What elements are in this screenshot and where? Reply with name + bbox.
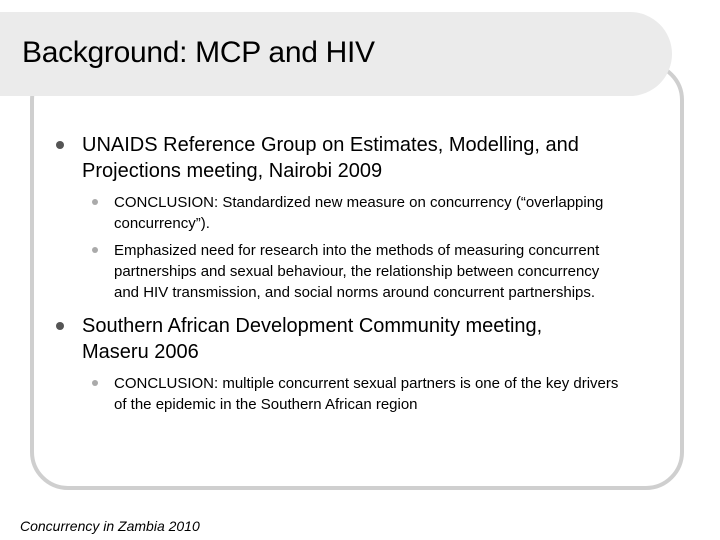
bullet-text: UNAIDS Reference Group on Estimates, Modelling, and Projections meeting, Nairobi 2009 — [82, 134, 579, 182]
bullet-text: Southern African Development Community meeting, Maseru 2006 — [82, 315, 543, 363]
sub-bullet-dot-icon — [92, 380, 98, 386]
sub-bullet-text: CONCLUSION: Standardized new measure on concurrency (“overlapping concurrency”). — [114, 194, 604, 232]
bullet-dot-icon — [56, 322, 64, 330]
slide-title: Background: MCP and HIV — [22, 36, 375, 69]
sub-bullet-dot-icon — [92, 199, 98, 205]
sub-bullet-text: CONCLUSION: multiple concurrent sexual partners is one of the key drivers of the epidemic in the Southern African region — [114, 375, 619, 413]
sub-bullet-dot-icon — [92, 247, 98, 253]
sub-bullet-text: Emphasized need for research into the methods of measuring concurrent partnerships and sexual behaviour, the relationship between concurrency and HIV transmission, and social norms around concurrent partnerships. — [114, 242, 600, 301]
bullet-dot-icon — [56, 141, 64, 149]
footer-text: Concurrency in Zambia 2010 — [20, 518, 200, 534]
